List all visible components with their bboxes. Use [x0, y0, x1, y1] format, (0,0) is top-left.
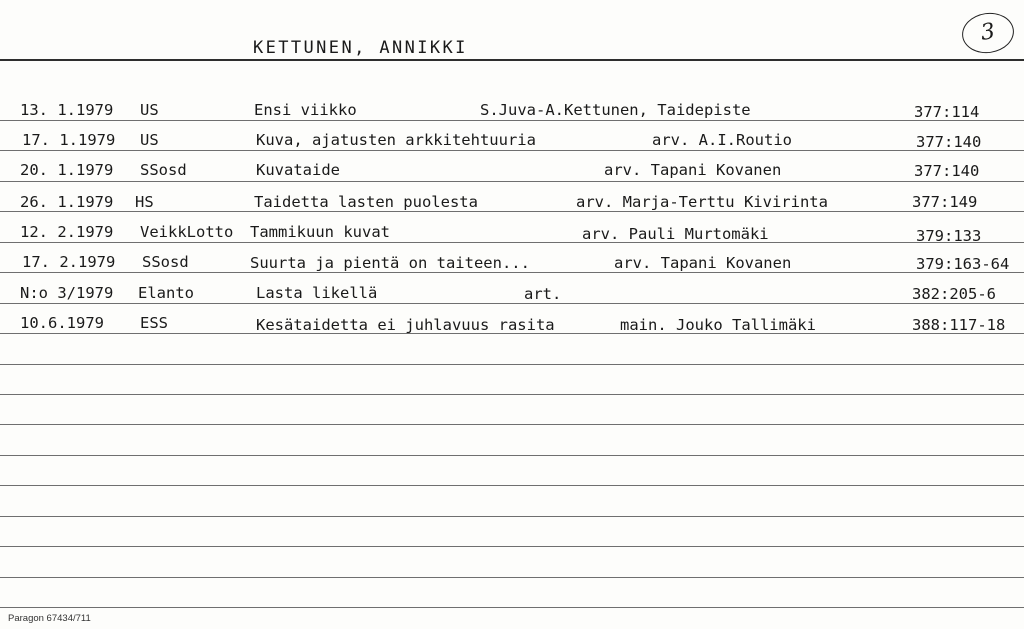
entry-date: N:o 3/1979 [20, 284, 114, 302]
entry-title: Kuva, ajatusten arkkitehtuuria [256, 131, 536, 149]
entry-date: 17. 2.1979 [22, 253, 116, 271]
ruled-line [0, 272, 1024, 273]
ruled-line [0, 455, 1024, 456]
ruled-line [0, 242, 1024, 243]
entry-note: arv. A.I.Routio [652, 131, 792, 149]
ruled-line [0, 211, 1024, 212]
ruled-line [0, 303, 1024, 304]
entry-ref: 388:117-18 [912, 316, 1006, 334]
entry-title: Kuvataide [256, 161, 340, 179]
ruled-line [0, 120, 1024, 121]
entry-title: Lasta likellä [256, 284, 378, 302]
ruled-line [0, 577, 1024, 578]
entry-source: ESS [140, 314, 168, 332]
entry-source: HS [135, 193, 154, 211]
entry-note: main. Jouko Tallimäki [620, 316, 816, 334]
entry-source: SSosd [142, 253, 189, 271]
entry-date: 10.6.1979 [20, 314, 104, 332]
entry-ref: 377:149 [912, 193, 978, 211]
ruled-line [0, 150, 1024, 151]
entry-note: arv. Pauli Murtomäki [582, 225, 769, 243]
entry-title: Kesätaidetta ei juhlavuus rasita [256, 316, 555, 334]
entry-note: arv. Tapani Kovanen [614, 254, 792, 272]
ruled-line [0, 364, 1024, 365]
entry-source: VeikkLotto [140, 223, 234, 241]
entry-title: Taidetta lasten puolesta [254, 193, 478, 211]
entry-ref: 382:205-6 [912, 285, 996, 303]
entry-title: Suurta ja pientä on taiteen... [250, 254, 530, 272]
entry-source: US [140, 131, 159, 149]
entry-title: Ensi viikko [254, 101, 357, 119]
entry-source: Elanto [138, 284, 194, 302]
ruled-line [0, 424, 1024, 425]
card-title: KETTUNEN, ANNIKKI [253, 38, 468, 58]
entry-source: SSosd [140, 161, 187, 179]
entry-ref: 379:133 [916, 227, 982, 245]
ruled-line [0, 607, 1024, 608]
entry-date: 20. 1.1979 [20, 161, 114, 179]
ruled-line [0, 546, 1024, 547]
entry-ref: 377:140 [914, 162, 980, 180]
entry-note: arv. Marja-Terttu Kivirinta [576, 193, 828, 211]
card-number-circle: 3 [959, 10, 1016, 57]
entry-ref: 379:163-64 [916, 255, 1010, 273]
ruled-line [0, 485, 1024, 486]
entry-ref: 377:114 [914, 103, 980, 121]
ruled-line [0, 394, 1024, 395]
entry-ref: 377:140 [916, 133, 982, 151]
entry-source: US [140, 101, 159, 119]
entry-note: arv. Tapani Kovanen [604, 161, 782, 179]
ruled-line [0, 181, 1024, 182]
entry-date: 26. 1.1979 [20, 193, 114, 211]
entry-date: 12. 2.1979 [20, 223, 114, 241]
entry-title: Tammikuun kuvat [250, 223, 390, 241]
card-footer-print: Paragon 67434/711 [8, 613, 91, 624]
entry-note: S.Juva-A.Kettunen, Taidepiste [480, 101, 751, 119]
entry-date: 13. 1.1979 [20, 101, 114, 119]
header-rule [0, 59, 1024, 61]
entry-date: 17. 1.1979 [22, 131, 116, 149]
entry-note: art. [524, 285, 562, 303]
ruled-line [0, 516, 1024, 517]
